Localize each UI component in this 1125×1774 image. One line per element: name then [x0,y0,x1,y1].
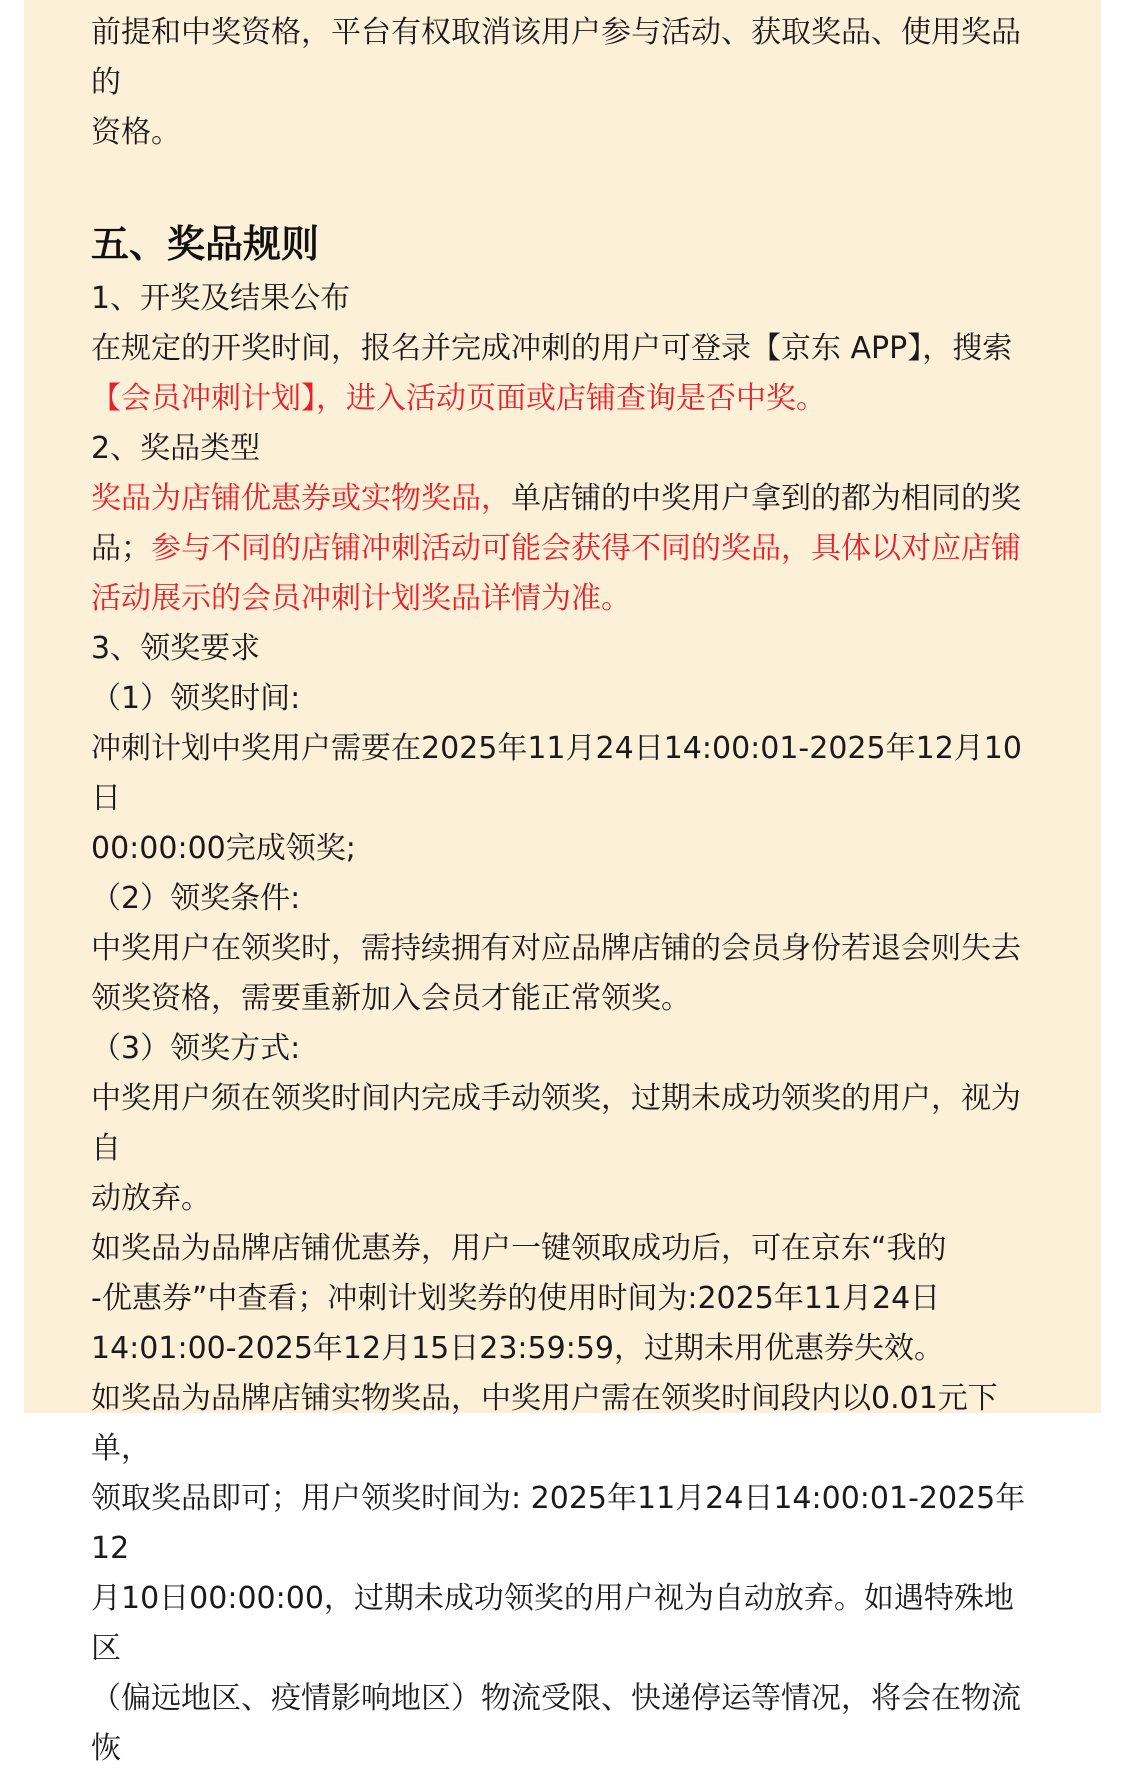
subitem-title: （1）领奖时间: [91,681,301,716]
item-text: 14:01:00-2025年12月15日23:59:59，过期未用优惠券失效。 [91,1331,944,1366]
item-text: 冲刺计划中奖用户需要在2025年11月24日14:00:01-2025年12月10日 [91,731,1022,816]
item-text: 品； [91,531,151,566]
item-text: 如奖品为品牌店铺优惠券，用户一键领取成功后，可在京东“我的 [91,1231,947,1266]
highlight-text: 活动展示的会员冲刺计划奖品详情为准。 [91,581,631,616]
item-text: 领奖资格，需要重新加入会员才能正常领奖。 [91,981,691,1016]
rules-content [91,8,1041,1774]
highlight-text: 参与不同的店铺冲刺活动可能会获得不同的奖品，具体以对应店铺 [151,531,1021,566]
item-paragraph [91,524,1041,574]
item-text: 单店铺的中奖用户拿到的都为相同的奖 [511,481,1021,516]
item-text: -优惠券”中查看；冲刺计划奖券的使用时间为:2025年11月24日 [91,1281,941,1316]
item-paragraph [91,474,1041,524]
highlight-text: 【会员冲刺计划】，进入活动页面或店铺查询是否中奖。 [91,381,826,416]
item-text: 中奖用户在领奖时，需持续拥有对应品牌店铺的会员身份若退会则失去 [91,931,1021,966]
item-text: 领取奖品即可；用户领奖时间为: 2025年11月24日14:00:01-2025年12 [91,1481,1026,1566]
highlight-text: 奖品为店铺优惠券或实物奖品， [91,481,511,516]
item-text: 如奖品为品牌店铺实物奖品，中奖用户需在领奖时间段内以0.01元下单， [91,1381,998,1466]
item-title: 1、开奖及结果公布 [91,281,351,316]
section-title: 五、奖品规则 [91,222,320,266]
item-text: 动放弃。 [91,1181,211,1216]
item-text: 00:00:00完成领奖; [91,831,356,866]
item-text: 在规定的开奖时间，报名并完成冲刺的用户可登录【京东 APP】，搜索 [91,331,1013,366]
rules-panel [24,0,1101,1766]
item-text: 中奖用户须在领奖时间内完成手动领奖，过期未成功领奖的用户，视为自 [91,1081,1021,1166]
section-spacer [91,158,1041,214]
intro-line: 资格。 [91,115,181,150]
item-text: 月10日00:00:00，过期未成功领奖的用户视为自动放弃。如遇特殊地区 [91,1581,1014,1666]
subitem-title: （3）领奖方式: [91,1031,301,1066]
item-title: 2、奖品类型 [91,431,261,466]
intro-line: 前提和中奖资格，平台有权取消该用户参与活动、获取奖品、使用奖品的 [91,15,1021,100]
item-title: 3、领奖要求 [91,631,261,666]
subitem-title: （2）领奖条件: [91,881,301,916]
item-text: （偏远地区、疫情影响地区）物流受限、快递停运等情况，将会在物流恢 [91,1681,1021,1766]
